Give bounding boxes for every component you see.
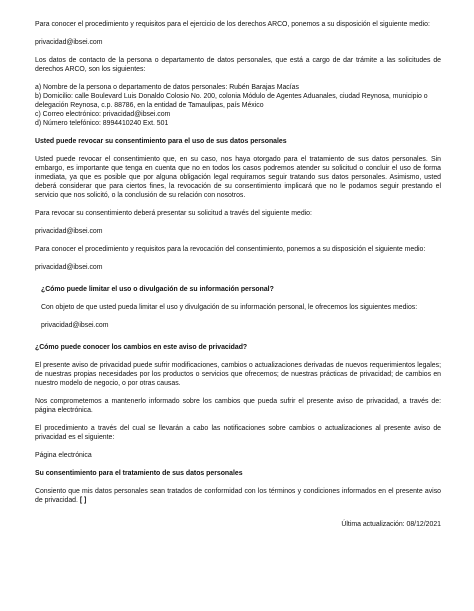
contact-list: [35, 83, 441, 128]
arco-email: privacidad@ibsei.com: [35, 39, 103, 46]
limit-body: Con objeto de que usted pueda limitar el uso y divulgación de su información personal, le ofrecemos los siguientes medios:: [41, 304, 418, 311]
contact-item-phone: d) Número telefónico: 8994410240 Ext. 501: [35, 120, 169, 127]
consent-body: [35, 487, 441, 505]
consent-checkbox[interactable]: [ ]: [79, 497, 87, 504]
changes-body-2: Nos comprometemos a mantenerlo informado sobre los cambios que pueda sufrir el presente aviso de privacidad, a través de: página electrónica.: [35, 398, 441, 414]
contact-item-email: c) Correo electrónico: privacidad@ibsei.com: [35, 111, 171, 118]
changes-body-3: El procedimiento a través del cual se llevarán a cabo las notificaciones sobre cambios o actualizaciones al presente aviso de privacidad es el siguiente:: [35, 425, 441, 441]
contact-intro: Los datos de contacto de la persona o departamento de datos personales, que está a cargo de dar trámite a las solicitudes de derechos ARCO, son los siguientes:: [35, 57, 441, 73]
consent-heading: Su consentimiento para el tratamiento de sus datos personales: [35, 470, 243, 477]
revoke-request: Para revocar su consentimiento deberá presentar su solicitud a través del siguiente medio:: [35, 210, 312, 217]
revoke-procedure: Para conocer el procedimiento y requisitos para la revocación del consentimiento, ponemos a su disposición el siguiente medio:: [35, 246, 426, 253]
revoke-email: privacidad@ibsei.com: [35, 228, 103, 235]
arco-intro: Para conocer el procedimiento y requisitos para el ejercicio de los derechos ARCO, ponemos a su disposición el siguiente medio:: [35, 21, 430, 28]
limit-email: privacidad@ibsei.com: [41, 322, 109, 329]
last-update: Última actualización: 08/12/2021: [341, 521, 441, 528]
revoke-heading: Usted puede revocar su consentimiento para el uso de sus datos personales: [35, 138, 287, 145]
contact-item-address: b) Domicilio: calle Boulevard Luis Donaldo Colosio No. 200, colonia Módulo de Agentes Aduanales, ciudad Reynosa, municipio o delegación Reynosa, c.p. 88786, en la entidad de Tamaulipas, país México: [35, 93, 428, 109]
changes-body-1: El presente aviso de privacidad puede sufrir modificaciones, cambios o actualizaciones derivadas de nuevos requerimientos legales; de nuestras propias necesidades por los productos o servicios que ofrecemos; de nuestras prácticas de privacidad; de cambios en nuestro modelo de negocio, o por otras causas.: [35, 362, 441, 387]
privacy-notice-page: [35, 20, 441, 529]
changes-medium: Página electrónica: [35, 452, 92, 459]
revoke-procedure-email: privacidad@ibsei.com: [35, 264, 103, 271]
limit-heading: ¿Cómo puede limitar el uso o divulgación de su información personal?: [41, 286, 274, 293]
revoke-body: Usted puede revocar el consentimiento que, en su caso, nos haya otorgado para el tratamiento de sus datos personales. Sin embargo, es importante que tenga en cuenta que no en todos los casos podremos atender su solicitud o concluir el uso de forma inmediata, ya que es posible que por alguna obligación legal requiramos seguir tratando sus datos personales. Asimismo, usted deberá considerar que para ciertos fines, la revocación de su consentimiento implicará que no le podamos seguir prestando el servicio que nos solicitó, o la conclusión de su relación con nosotros.: [35, 156, 441, 199]
contact-item-name: a) Nombre de la persona o departamento de datos personales: Rubén Barajas Macías: [35, 84, 299, 91]
changes-heading: ¿Cómo puede conocer los cambios en este aviso de privacidad?: [35, 344, 248, 351]
consent-text: Consiento que mis datos personales sean tratados de conformidad con los términos y condiciones informados en el presente aviso de privacidad.: [35, 488, 441, 504]
